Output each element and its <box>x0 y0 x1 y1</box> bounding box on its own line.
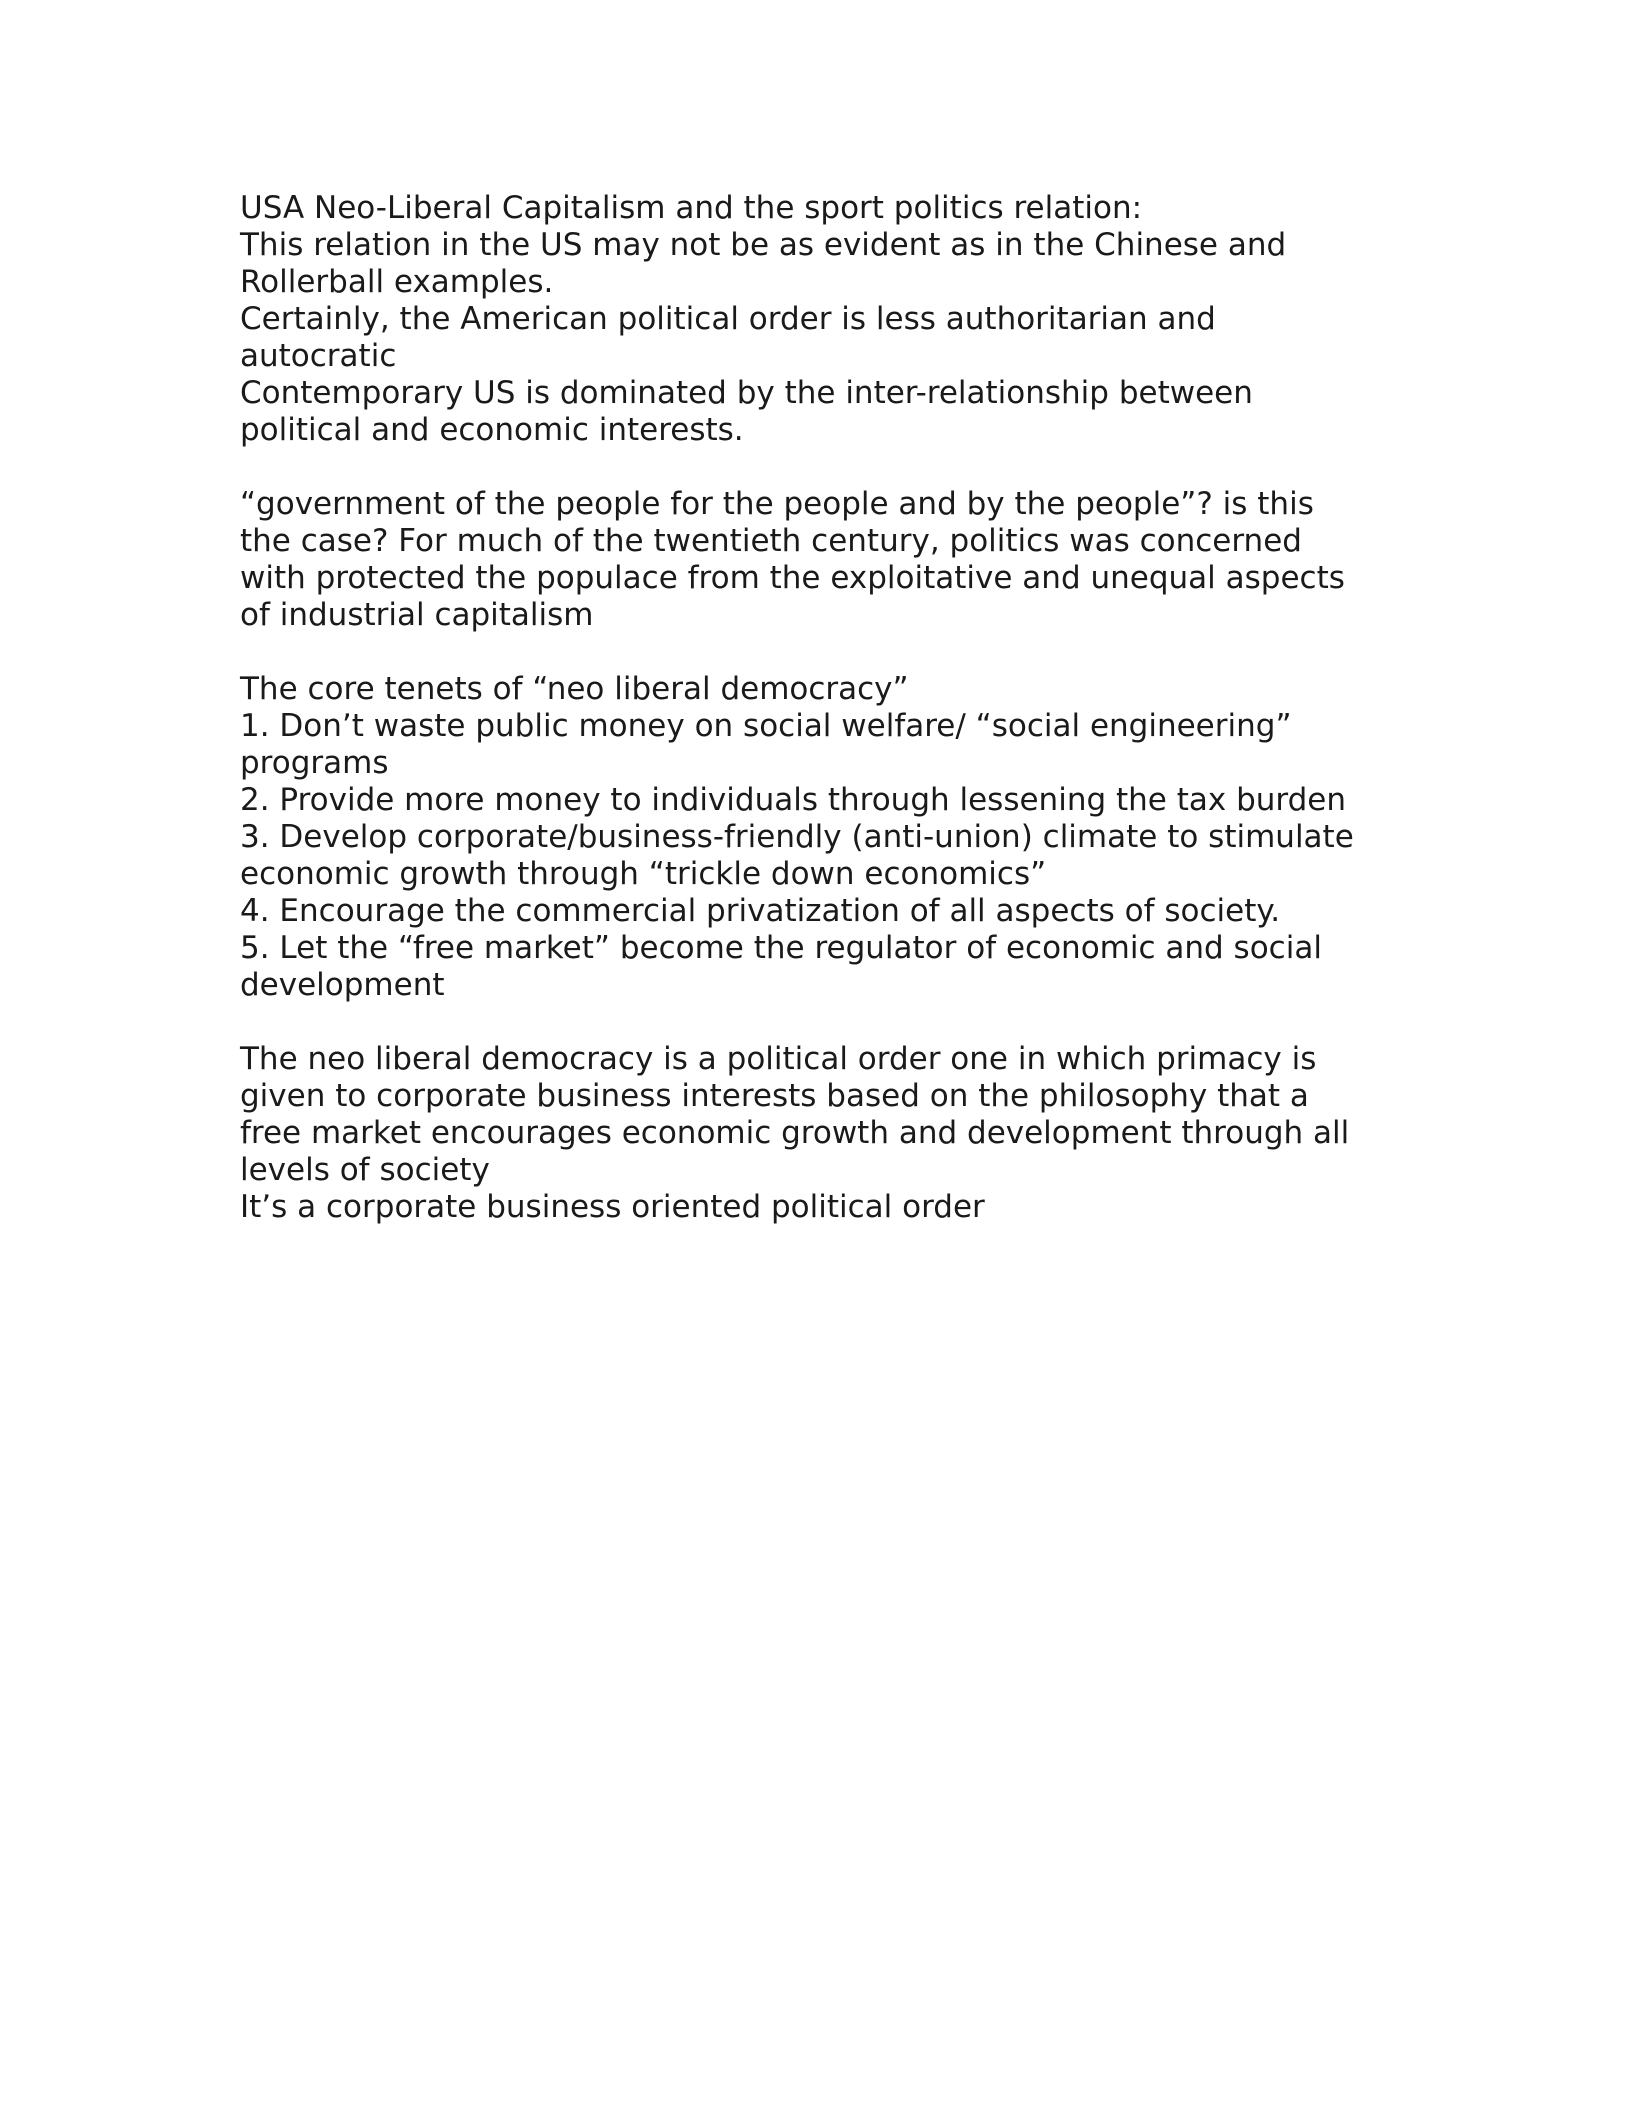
text-line: It’s a corporate business oriented political order <box>240 1189 985 1225</box>
list-item-continuation: development <box>240 967 445 1003</box>
text-line: USA Neo-Liberal Capitalism and the sport politics relation: <box>240 190 1143 226</box>
text-line: given to corporate business interests based on the philosophy that a <box>240 1078 1309 1114</box>
list-item-continuation: programs <box>240 745 389 781</box>
text-line: levels of society <box>240 1152 490 1188</box>
text-line: autocratic <box>240 338 397 374</box>
list-item: 1. Don’t waste public money on social welfare/ “social engineering” <box>240 708 1292 744</box>
text-line: This relation in the US may not be as evident as in the Chinese and <box>240 227 1287 263</box>
text-line: “government of the people for the people and by the people”? is this <box>240 486 1314 522</box>
text-line: of industrial capitalism <box>240 597 594 633</box>
list-heading: The core tenets of “neo liberal democracy” <box>240 671 909 707</box>
text-line: The neo liberal democracy is a political order one in which primacy is <box>240 1041 1317 1077</box>
list-item: 2. Provide more money to individuals through lessening the tax burden <box>240 782 1346 818</box>
paragraph-government-of-the-people <box>240 486 1420 634</box>
paragraph-us-neoliberal-intro <box>240 190 1420 449</box>
list-item: 4. Encourage the commercial privatization of all aspects of society. <box>240 893 1281 929</box>
paragraph-neoliberal-definition <box>240 1041 1420 1226</box>
text-line: political and economic interests. <box>240 412 744 448</box>
list-item: 3. Develop corporate/business-friendly (anti-union) climate to stimulate <box>240 819 1354 855</box>
list-item-continuation: economic growth through “trickle down economics” <box>240 856 1047 892</box>
text-line: Contemporary US is dominated by the inter-relationship between <box>240 375 1253 411</box>
text-line: the case? For much of the twentieth century, politics was concerned <box>240 523 1302 559</box>
list-item: 5. Let the “free market” become the regulator of economic and social <box>240 930 1322 966</box>
text-line: Certainly, the American political order is less authoritarian and <box>240 301 1216 337</box>
text-line: with protected the populace from the exploitative and unequal aspects <box>240 560 1345 596</box>
paragraph-core-tenets-list <box>240 671 1420 1004</box>
text-line: free market encourages economic growth and development through all <box>240 1115 1350 1151</box>
text-line: Rollerball examples. <box>240 264 554 300</box>
document-body <box>240 190 1420 1263</box>
